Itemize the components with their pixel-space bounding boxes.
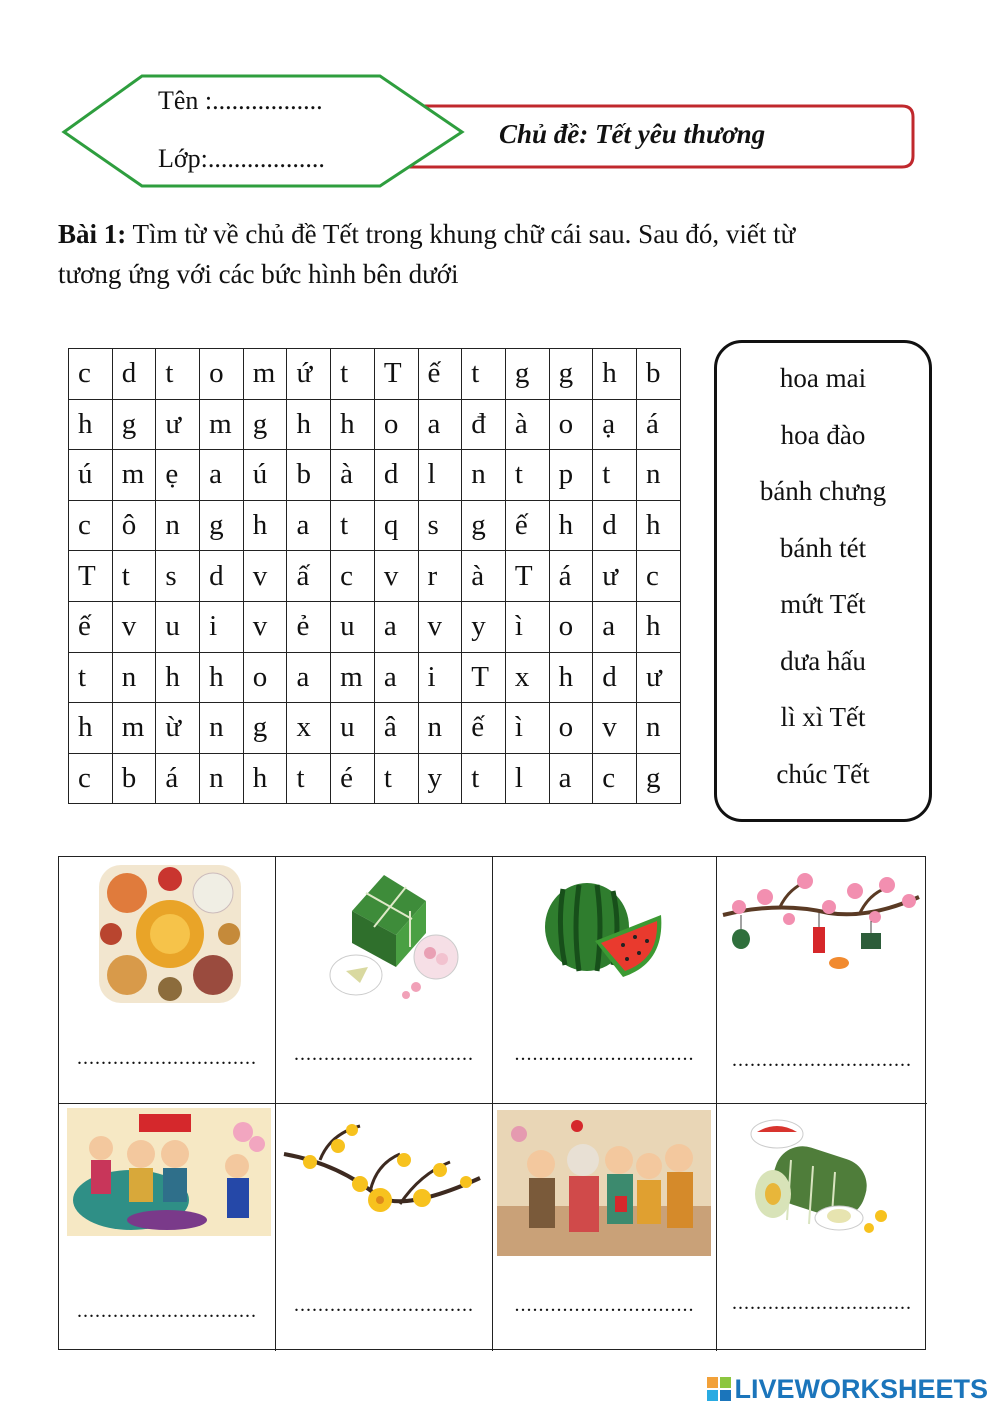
- grid-letter[interactable]: à: [462, 551, 506, 602]
- answer-blank[interactable]: ..............................: [514, 1043, 695, 1065]
- topic-title: Chủ đề: Tết yêu thương: [499, 119, 766, 149]
- apricot-blossom-icon: [280, 1114, 486, 1238]
- grid-letter[interactable]: h: [69, 703, 113, 754]
- brand-name: LIVEWORKSHEETS: [734, 1374, 988, 1404]
- peach-blossom-icon: [719, 867, 923, 979]
- grid-letter[interactable]: g: [243, 703, 287, 754]
- grid-letter[interactable]: ứ: [287, 349, 331, 400]
- tet-candy-tray-icon: [97, 863, 243, 1005]
- footer-brand[interactable]: [707, 1374, 988, 1405]
- grid-letter[interactable]: h: [331, 399, 375, 450]
- grid-row: [69, 500, 681, 551]
- grid-letter[interactable]: á: [549, 551, 593, 602]
- grid-letter[interactable]: n: [636, 450, 680, 501]
- grid-row: [69, 450, 681, 501]
- grid-letter[interactable]: h: [549, 652, 593, 703]
- grid-letter[interactable]: a: [549, 753, 593, 804]
- grid-letter[interactable]: h: [636, 500, 680, 551]
- grid-letter[interactable]: g: [243, 399, 287, 450]
- grid-letter[interactable]: á: [636, 399, 680, 450]
- grid-letter[interactable]: c: [636, 551, 680, 602]
- instruction-text-2: tương ứng với các bức hình bên dưới: [58, 259, 459, 289]
- grid-letter[interactable]: ô: [112, 500, 156, 551]
- grid-letter[interactable]: a: [287, 652, 331, 703]
- grid-letter[interactable]: c: [69, 753, 113, 804]
- grid-letter[interactable]: T: [374, 349, 418, 400]
- grid-letter[interactable]: à: [331, 450, 375, 501]
- banh-tet-icon: [743, 1112, 893, 1240]
- grid-letter[interactable]: h: [69, 399, 113, 450]
- name-field[interactable]: Tên :.................: [158, 86, 323, 115]
- grid-letter[interactable]: s: [418, 500, 462, 551]
- grid-letter[interactable]: d: [200, 551, 244, 602]
- grid-letter[interactable]: g: [462, 500, 506, 551]
- grid-letter[interactable]: o: [549, 399, 593, 450]
- grid-letter[interactable]: h: [156, 652, 200, 703]
- grid-letter[interactable]: l: [505, 753, 549, 804]
- liveworksheets-logo-icon: [707, 1377, 731, 1401]
- grid-letter[interactable]: h: [636, 601, 680, 652]
- word-list-box: [714, 340, 932, 822]
- grid-letter[interactable]: h: [243, 500, 287, 551]
- grid-letter[interactable]: t: [287, 753, 331, 804]
- picture-cell: [493, 857, 717, 1104]
- grid-letter[interactable]: v: [112, 601, 156, 652]
- grid-letter[interactable]: a: [374, 652, 418, 703]
- grid-letter[interactable]: y: [418, 753, 462, 804]
- grid-letter[interactable]: đ: [462, 399, 506, 450]
- picture-cell: [717, 1104, 927, 1351]
- grid-letter[interactable]: c: [593, 753, 637, 804]
- grid-letter[interactable]: d: [593, 500, 637, 551]
- grid-letter[interactable]: ẻ: [287, 601, 331, 652]
- grid-letter[interactable]: n: [418, 703, 462, 754]
- grid-letter[interactable]: ế: [505, 500, 549, 551]
- grid-letter[interactable]: s: [156, 551, 200, 602]
- grid-row: [69, 703, 681, 754]
- grid-letter[interactable]: g: [505, 349, 549, 400]
- grid-letter[interactable]: v: [418, 601, 462, 652]
- answer-blank[interactable]: ..............................: [77, 1047, 257, 1069]
- answer-blank[interactable]: ..............................: [294, 1294, 474, 1316]
- answer-blank[interactable]: ..............................: [294, 1043, 474, 1065]
- grid-letter[interactable]: n: [636, 703, 680, 754]
- grid-letter[interactable]: n: [156, 500, 200, 551]
- grid-letter[interactable]: h: [593, 349, 637, 400]
- grid-letter[interactable]: d: [374, 450, 418, 501]
- grid-letter[interactable]: a: [593, 601, 637, 652]
- grid-letter[interactable]: t: [112, 551, 156, 602]
- grid-letter[interactable]: d: [593, 652, 637, 703]
- word-list-item: bánh tét: [779, 533, 867, 563]
- grid-letter[interactable]: d: [112, 349, 156, 400]
- grid-letter[interactable]: o: [549, 601, 593, 652]
- grid-letter[interactable]: ư: [593, 551, 637, 602]
- grid-letter[interactable]: c: [331, 551, 375, 602]
- grid-letter[interactable]: r: [418, 551, 462, 602]
- grid-letter[interactable]: o: [200, 349, 244, 400]
- banh-chung-icon: [326, 871, 466, 1007]
- grid-letter[interactable]: n: [462, 450, 506, 501]
- grid-letter[interactable]: a: [374, 601, 418, 652]
- grid-letter[interactable]: t: [331, 500, 375, 551]
- grid-letter[interactable]: t: [69, 652, 113, 703]
- grid-letter[interactable]: ế: [418, 349, 462, 400]
- grid-letter[interactable]: n: [200, 753, 244, 804]
- grid-letter[interactable]: h: [243, 753, 287, 804]
- word-list-item: bánh chưng: [759, 476, 887, 506]
- grid-letter[interactable]: n: [112, 652, 156, 703]
- family-greeting-icon: [67, 1108, 271, 1236]
- grid-letter[interactable]: ì: [505, 703, 549, 754]
- grid-letter[interactable]: m: [112, 450, 156, 501]
- grid-letter[interactable]: ẹ: [156, 450, 200, 501]
- word-list-item: chúc Tết: [776, 759, 870, 789]
- grid-letter[interactable]: v: [374, 551, 418, 602]
- grid-letter[interactable]: m: [200, 399, 244, 450]
- grid-letter[interactable]: y: [462, 601, 506, 652]
- picture-cell: [493, 1104, 717, 1351]
- grid-letter[interactable]: o: [549, 703, 593, 754]
- grid-letter[interactable]: c: [69, 349, 113, 400]
- grid-letter[interactable]: m: [243, 349, 287, 400]
- grid-letter[interactable]: m: [112, 703, 156, 754]
- lucky-money-icon: [497, 1110, 711, 1256]
- class-field[interactable]: Lớp:..................: [158, 144, 325, 173]
- answer-blank[interactable]: ..............................: [732, 1292, 912, 1314]
- grid-letter[interactable]: u: [331, 601, 375, 652]
- grid-letter[interactable]: á: [156, 753, 200, 804]
- grid-letter[interactable]: ú: [243, 450, 287, 501]
- grid-letter[interactable]: t: [462, 349, 506, 400]
- grid-letter[interactable]: t: [374, 753, 418, 804]
- exercise-instruction: [58, 214, 938, 294]
- grid-letter[interactable]: t: [331, 349, 375, 400]
- grid-row: [69, 753, 681, 804]
- grid-letter[interactable]: b: [287, 450, 331, 501]
- grid-letter[interactable]: p: [549, 450, 593, 501]
- grid-letter[interactable]: T: [69, 551, 113, 602]
- grid-letter[interactable]: t: [156, 349, 200, 400]
- grid-letter[interactable]: ú: [69, 450, 113, 501]
- grid-letter[interactable]: q: [374, 500, 418, 551]
- grid-letter[interactable]: ì: [505, 601, 549, 652]
- grid-letter[interactable]: a: [287, 500, 331, 551]
- grid-letter[interactable]: ế: [69, 601, 113, 652]
- answer-blank[interactable]: ..............................: [732, 1049, 912, 1071]
- grid-letter[interactable]: g: [200, 500, 244, 551]
- grid-letter[interactable]: x: [505, 652, 549, 703]
- picture-cell: [717, 857, 927, 1104]
- grid-row: [69, 349, 681, 400]
- grid-row: [69, 601, 681, 652]
- grid-letter[interactable]: g: [549, 349, 593, 400]
- grid-letter[interactable]: t: [593, 450, 637, 501]
- grid-letter[interactable]: T: [505, 551, 549, 602]
- grid-letter[interactable]: m: [331, 652, 375, 703]
- answer-blank[interactable]: ..............................: [77, 1300, 257, 1322]
- picture-table: [58, 856, 926, 1350]
- grid-letter[interactable]: b: [636, 349, 680, 400]
- grid-row: [69, 652, 681, 703]
- grid-letter[interactable]: â: [374, 703, 418, 754]
- grid-letter[interactable]: ấ: [287, 551, 331, 602]
- grid-letter[interactable]: g: [112, 399, 156, 450]
- grid-letter[interactable]: x: [287, 703, 331, 754]
- grid-letter[interactable]: ạ: [593, 399, 637, 450]
- grid-row: [69, 551, 681, 602]
- answer-blank[interactable]: ..............................: [514, 1294, 695, 1316]
- grid-letter[interactable]: a: [418, 399, 462, 450]
- grid-letter[interactable]: n: [200, 703, 244, 754]
- picture-cell: [276, 1104, 493, 1351]
- grid-letter[interactable]: b: [112, 753, 156, 804]
- grid-letter[interactable]: a: [200, 450, 244, 501]
- picture-cell: [59, 857, 276, 1104]
- grid-letter[interactable]: h: [549, 500, 593, 551]
- grid-row: [69, 399, 681, 450]
- watermelon-icon: [543, 879, 663, 983]
- grid-letter[interactable]: ế: [462, 703, 506, 754]
- grid-letter[interactable]: T: [462, 652, 506, 703]
- word-list-item: mứt Tết: [780, 589, 866, 619]
- grid-letter[interactable]: i: [200, 601, 244, 652]
- word-list-item: dưa hấu: [780, 646, 866, 676]
- word-list-item: hoa đào: [780, 420, 866, 450]
- grid-letter[interactable]: ư: [156, 399, 200, 450]
- grid-letter[interactable]: v: [243, 551, 287, 602]
- grid-letter[interactable]: à: [505, 399, 549, 450]
- grid-letter[interactable]: t: [505, 450, 549, 501]
- grid-letter[interactable]: l: [418, 450, 462, 501]
- grid-letter[interactable]: o: [374, 399, 418, 450]
- grid-letter[interactable]: t: [462, 753, 506, 804]
- grid-letter[interactable]: o: [243, 652, 287, 703]
- word-list-item: hoa mai: [779, 363, 867, 393]
- grid-letter[interactable]: u: [156, 601, 200, 652]
- grid-letter[interactable]: h: [287, 399, 331, 450]
- grid-letter[interactable]: ừ: [156, 703, 200, 754]
- grid-letter[interactable]: v: [243, 601, 287, 652]
- word-search-grid: [68, 348, 681, 804]
- grid-letter[interactable]: i: [418, 652, 462, 703]
- grid-letter[interactable]: v: [593, 703, 637, 754]
- grid-letter[interactable]: g: [636, 753, 680, 804]
- grid-letter[interactable]: c: [69, 500, 113, 551]
- grid-letter[interactable]: é: [331, 753, 375, 804]
- grid-letter[interactable]: h: [200, 652, 244, 703]
- word-list-item: lì xì Tết: [780, 702, 866, 732]
- grid-letter[interactable]: u: [331, 703, 375, 754]
- picture-cell: [276, 857, 493, 1104]
- instruction-text-1: Tìm từ về chủ đề Tết trong khung chữ cái sau. Sau đó, viết từ: [126, 219, 796, 249]
- grid-letter[interactable]: ư: [636, 652, 680, 703]
- exercise-number: Bài 1:: [58, 219, 127, 249]
- picture-cell: [59, 1104, 276, 1351]
